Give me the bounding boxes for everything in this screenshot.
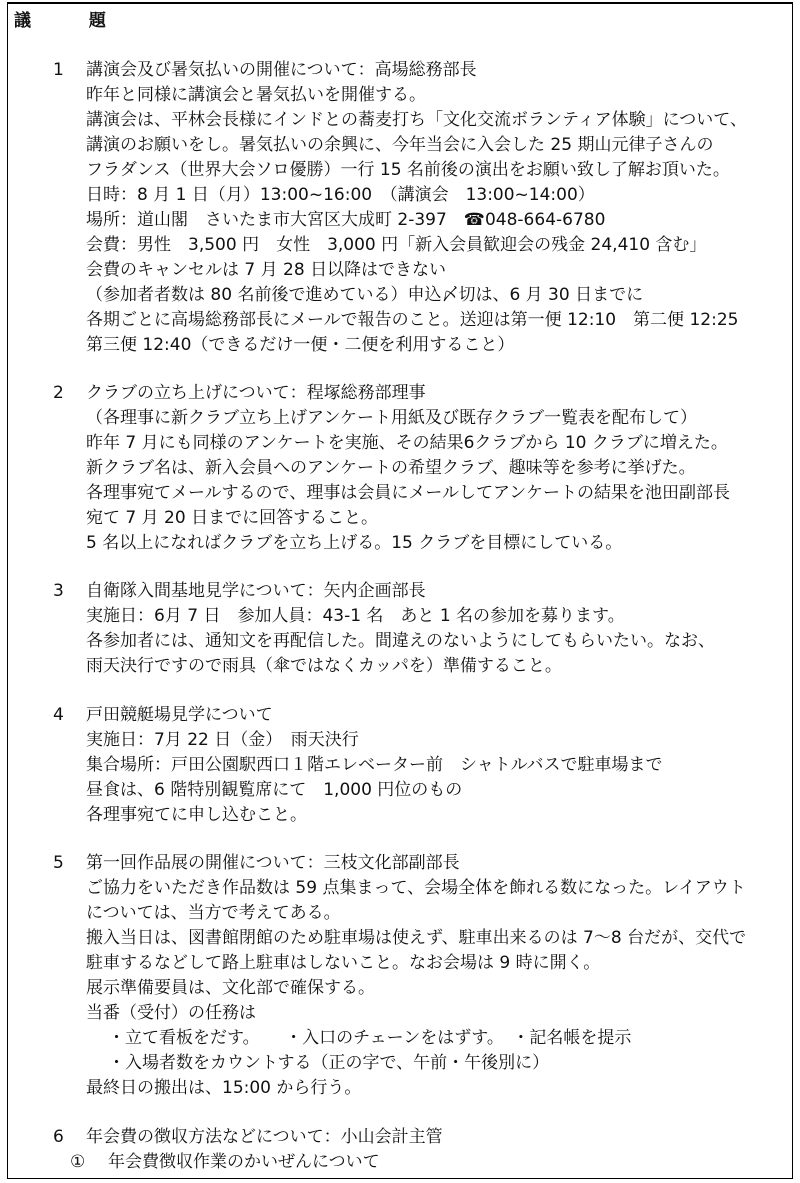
item-line: 当番（受付）の任務は bbox=[86, 1003, 256, 1023]
item-line: 新クラブ名は、新入会員へのアンケートの希望クラブ、趣味等を参考に挙げた。 bbox=[86, 458, 696, 478]
page-title: 議 題 bbox=[14, 11, 132, 31]
item-line: 雨天決行ですので雨具（傘ではなくカッパを）準備すること。 bbox=[86, 656, 562, 676]
item-line: 日時：8 月 1 日（月）13:00~16:00 （講演会 13:00~14:00） bbox=[86, 185, 595, 205]
item-line: 講演のお願いをし。暑気払いの余興に、今年当会に入会した 25 期山元律子さんの bbox=[86, 135, 714, 155]
item-number: 5 bbox=[53, 853, 64, 873]
item-line: フラダンス（世界大会ソロ優勝）一行 15 名前後の演出をお願い致し了解お頂いた。 bbox=[86, 160, 730, 180]
item-line: 実施日：6月 7 日 参加人員：43-1 名 あと 1 名の参加を募ります。 bbox=[86, 606, 625, 626]
item-number: 4 bbox=[53, 705, 64, 725]
item-title: 講演会及び暑気払いの開催について：高場総務部長 bbox=[86, 60, 477, 80]
item-line: 各参加者には、通知文を再配信した。間違えのないようにしてもらいたい。なお、 bbox=[86, 631, 715, 651]
item-line: （参加者者数は 80 名前後で進めている）申込〆切は、6 月 30 日までに bbox=[86, 285, 644, 305]
item-line: 駐車するなどして路上駐車はしないこと。なお会場は 9 時に開く。 bbox=[86, 953, 601, 973]
item-number: 3 bbox=[53, 581, 64, 601]
item-line: 各理事宛てに申し込むこと。 bbox=[86, 805, 307, 825]
item-line: 場所：道山閣 さいたま市大宮区大成町 2-397 ☎048-664-6780 bbox=[86, 210, 606, 230]
item-line: 会費：男性 3,500 円 女性 3,000 円「新入会員歓迎会の残金 24,410 含む」 bbox=[86, 235, 707, 255]
item-title: 自衛隊入間基地見学について：矢内企画部長 bbox=[86, 581, 426, 601]
item-line: ご協力をいただき作品数は 59 点集まって、会場全体を飾れる数になった。レイアウト bbox=[86, 878, 746, 898]
item-line: 講演会は、平林会長様にインドとの蕎麦打ち「文化交流ボランティア体験」について、 bbox=[86, 110, 747, 130]
item-line: 会費のキャンセルは 7 月 28 日以降はできない bbox=[86, 260, 447, 280]
item-title: 戸田競艇場見学について bbox=[86, 705, 273, 725]
item-line: 実施日：7月 22 日（金） 雨天決行 bbox=[86, 730, 359, 750]
item-line: 集合場所：戸田公園駅西口１階エレベーター前 シャトルバスで駐車場まで bbox=[86, 755, 663, 775]
item-line: については、当方で考えてある。 bbox=[86, 903, 341, 923]
item-line: 昨年と同様に講演会と暑気払いを開催する。 bbox=[86, 85, 426, 105]
document-top-rule bbox=[7, 2, 793, 4]
item-line: 展示準備要員は、文化部で確保する。 bbox=[86, 978, 375, 998]
item-line: 第三便 12:40（できるだけ一便・二便を利用すること） bbox=[86, 335, 515, 355]
item-number: 1 bbox=[53, 60, 64, 80]
duty-list-line: ・立て看板をだす。 ・入口のチェーンをはずす。 ・記名帳を提示 bbox=[108, 1028, 632, 1048]
item-line: 最終日の搬出は、15:00 から行う。 bbox=[86, 1078, 362, 1098]
item-line: 各理事宛てメールするので、理事は会員にメールしてアンケートの結果を池田副部長 bbox=[86, 483, 730, 503]
item-line: 5 名以上になればクラブを立ち上げる。15 クラブを目標にしている。 bbox=[86, 533, 623, 553]
item-line: 搬入当日は、図書館閉館のため駐車場は使えず、駐車出来るのは 7～8 台だが、交代で bbox=[86, 928, 747, 948]
item-line: 各期ごとに高場総務部長にメールで報告のこと。送迎は第一便 12:10 第二便 12:25 bbox=[86, 310, 739, 330]
item-line: （各理事に新クラブ立ち上げアンケート用紙及び既存クラブ一覧表を配布して） bbox=[86, 408, 697, 428]
item-line: 宛て 7 月 20 日までに回答すること。 bbox=[86, 508, 379, 528]
item-title: 年会費の徴収方法などについて：小山会計主管 bbox=[86, 1127, 443, 1147]
item-line: 昨年 7 月にも同様のアンケートを実施、その結果6クラブから 10 クラブに増えた。 bbox=[86, 433, 728, 453]
item-line: 昼食は、6 階特別観覧席にて 1,000 円位のもの bbox=[86, 780, 463, 800]
duty-list-line: ・入場者数をカウントする（正の字で、午前・午後別に） bbox=[108, 1053, 550, 1073]
item-number: 2 bbox=[53, 383, 64, 403]
item-title: クラブの立ち上げについて：程塚総務部理事 bbox=[86, 383, 426, 403]
item-title: 第一回作品展の開催について：三枝文化部副部長 bbox=[86, 853, 460, 873]
item-number: 6 bbox=[53, 1127, 64, 1147]
sub-item-text: 年会費徴収作業のかいぜんについて bbox=[108, 1152, 380, 1172]
sub-item-marker: ① bbox=[70, 1152, 86, 1172]
